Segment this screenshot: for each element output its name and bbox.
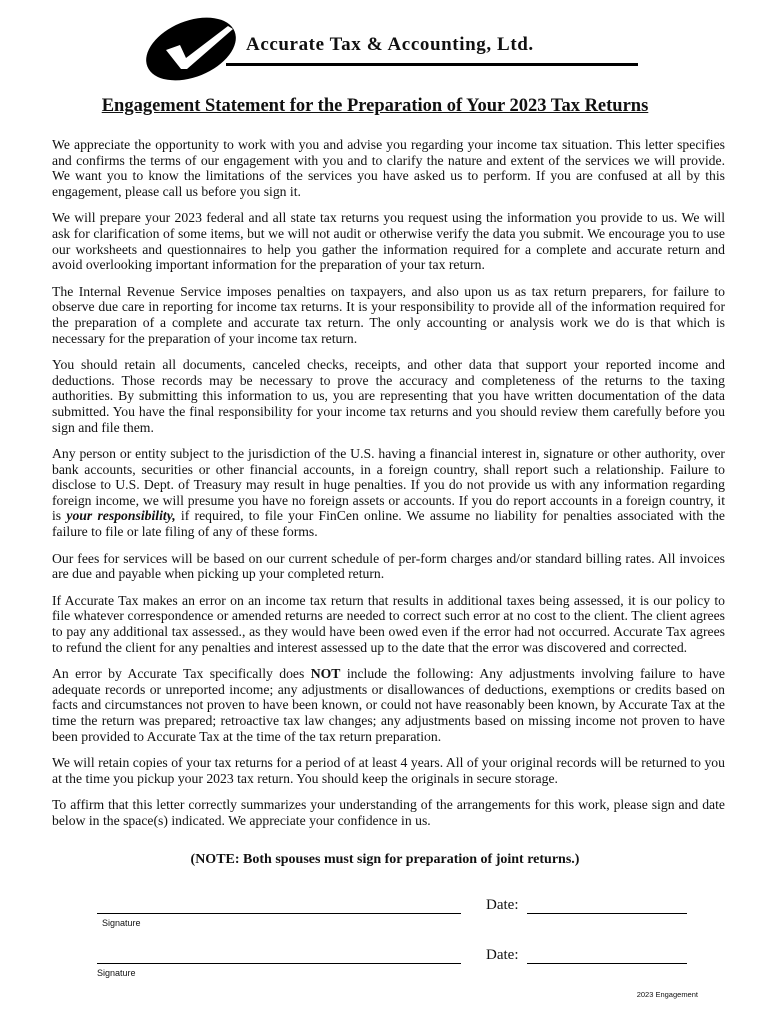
date-line-2[interactable] <box>527 963 687 964</box>
paragraph-errors: If Accurate Tax makes an error on an income tax return that results in additional taxes being assessed, it is our policy to file whatever correspondence or amended returns are needed to correct such error at no cost to the client. The client agrees to pay any additional tax assessed., as they would have been owed even if the error had not occurred. Accurate Tax agrees to refund the client for any penalties and interest assessed up to the date that the error was discovered and corrected. <box>52 592 725 655</box>
paragraph-fees: Our fees for services will be based on our current schedule of per-form charges and/or standard billing rates. All invoices are due and payable when picking up your completed return. <box>52 550 725 582</box>
signature-label-2: Signature <box>97 968 136 978</box>
signature-line-1[interactable] <box>97 913 461 914</box>
company-name: Accurate Tax & Accounting, Ltd. <box>246 34 534 55</box>
signature-line-2[interactable] <box>97 963 461 964</box>
footer-label: 2023 Engagement <box>636 990 698 999</box>
page-title: Engagement Statement for the Preparation of Your 2023 Tax Returns <box>101 96 649 116</box>
letter-body <box>52 137 725 840</box>
date-label-2: Date: <box>486 947 519 963</box>
paragraph-retention: We will retain copies of your tax returns for a period of at least 4 years. All of your original records will be returned to you at the time you pickup your 2023 tax return. You should keep the originals in secure storage. <box>52 755 725 786</box>
header-rule <box>226 63 638 66</box>
paragraph-intro: We appreciate the opportunity to work with you and advise you regarding your income tax situation. This letter specifies and confirms the terms of our engagement with you and to clarify the nature and extent of the services we will provide. We want you to know the limitations of the services you have asked us to perform. If you are confused at all by this engagement, please call us before you sign it. <box>52 137 725 199</box>
date-line-1[interactable] <box>527 913 687 914</box>
paragraph-exclusions: An error by Accurate Tax specifically does NOT include the following: Any adjustments involving failure to have adequate records or unreported income; any adjustments or disallowances of deductions, exemptions or credits based on facts and circumstances not proven to have been known, or could not have reasonably been known, by Accurate Tax at the time the return was prepared; retroactive tax law changes; any adjustments based on missing income not proven to have been provided to Accurate Tax at the time of the tax return preparation. <box>52 666 725 744</box>
checkmark-logo-icon <box>136 14 246 82</box>
signature-label-1: Signature <box>102 918 141 928</box>
paragraph-preparation: We will prepare your 2023 federal and all state tax returns you request using the information you provide to us. We will ask for clarification of some items, but we will not audit or otherwise verify the data you submit. We encourage you to use our worksheets and questionnaires to help you gather the information required for a complete and accurate return and avoid overlooking important information for the preparation of your tax return. <box>52 210 725 273</box>
joint-return-note: (NOTE: Both spouses must sign for preparation of joint returns.) <box>190 852 580 867</box>
paragraph-foreign-accounts: Any person or entity subject to the jurisdiction of the U.S. having a financial interest in, signature or other authority, over bank accounts, securities or other financial accounts, in a foreign country, shall report such a relationship. Failure to disclose to U.S. Dept. of Treasury may result in huge penalties. If you do not provide us with any information regarding foreign income, we will presume you have no foreign assets or accounts. If you do report accounts in a foreign country, it is your responsibility, if required, to file your FinCen online. We assume no liability for penalties associated with the failure to file or late filing of any of these forms. <box>52 446 725 540</box>
paragraph-records: You should retain all documents, canceled checks, receipts, and other data that support your reported income and deductions. Those records may be necessary to prove the accuracy and completeness of the returns to the taxing authorities. By submitting this information to us, you are representing that you have written documentation of the data submitted. You have the final responsibility for your income tax returns and you should review them carefully before you sign and file them. <box>52 357 725 435</box>
paragraph-affirm: To affirm that this letter correctly summarizes your understanding of the arrangements for this work, please sign and date below in the space(s) indicated. We appreciate your confidence in us. <box>52 797 725 828</box>
letterhead <box>136 14 640 84</box>
paragraph-penalties: The Internal Revenue Service imposes penalties on taxpayers, and also upon us as tax return preparers, for failure to observe due care in reporting for income tax returns. It is your responsibility to provide all of the information required for the preparation of a complete and accurate tax return. The only accounting or analysis work we do is that which is necessary for the preparation of your income tax return. <box>52 283 725 346</box>
date-label-1: Date: <box>486 897 519 913</box>
